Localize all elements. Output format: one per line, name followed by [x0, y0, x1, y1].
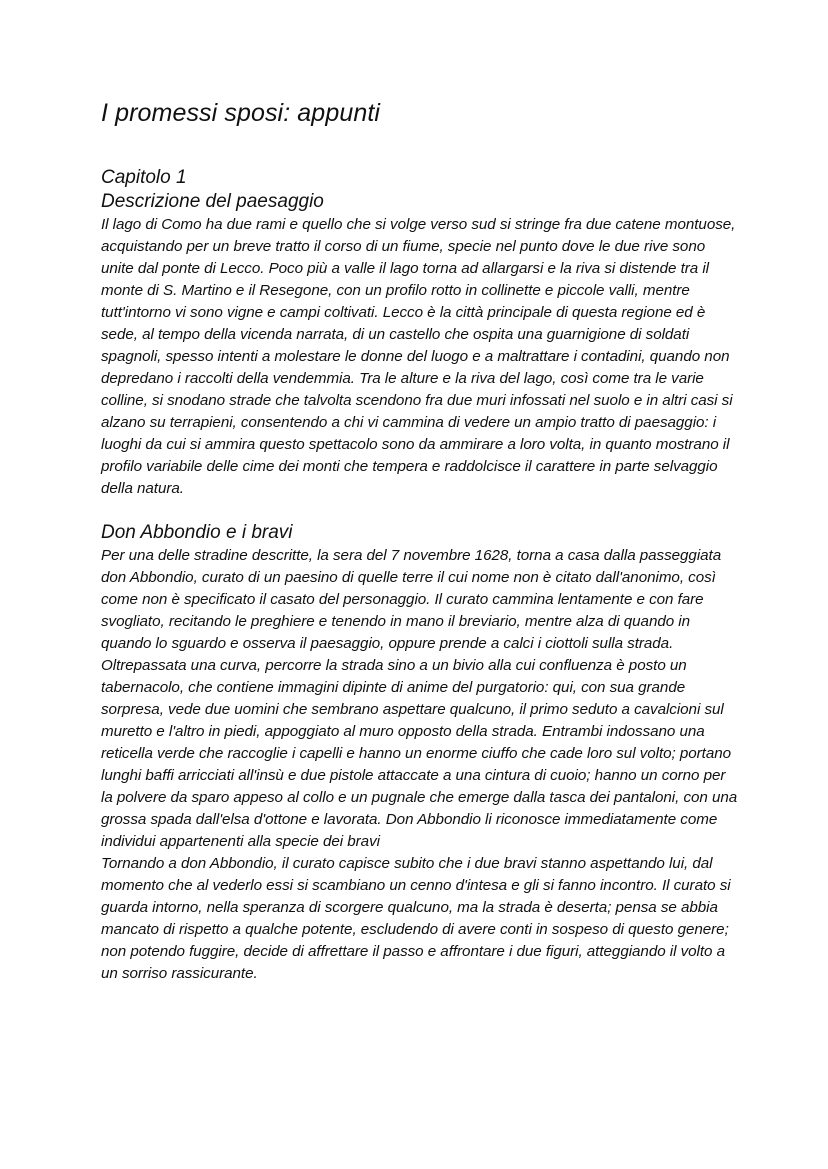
document-title: I promessi sposi: appunti	[101, 99, 381, 127]
chapter-heading: Capitolo 1	[101, 167, 187, 188]
paragraph-don-abbondio-1: Per una delle stradine descritte, la sera del 7 novembre 1628, torna a casa dalla passeggiata don Abbondio, curato di un paesino di quelle terre il cui nome non è citato dall'anonimo, così come non è specificato il casato del personaggio. Il curato cammina lentamente e con fare svogliato, recitando le preghiere e tenendo in mano il breviario, mentre alza di quando in quando lo sguardo e osserva il paesaggio, oppure prende a calci i ciottoli sulla strada. Oltrepassata una curva, percorre la strada sino a un bivio alla cui confluenza è posto un tabernacolo, che contiene immagini dipinte di anime del purgatorio: qui, con sua grande sorpresa, vede due uomini che sembrano aspettare qualcuno, il primo seduto a cavalcioni sul muretto e l'altro in piedi, appoggiato al muro opposto della strada. Entrambi indossano una reticella verde che raccoglie i capelli e hanno un enorme ciuffo che cade loro sul volto; portano lunghi baffi arricciati all'insù e due pistole attaccate a una cintura di cuoio; hanno un corno per la polvere da sparo appeso al collo e un pugnale che emerge dalla tasca dei pantaloni, con una grossa spada dall'elsa d'ottone e lavorata. Don Abbondio li riconosce immediatamente come individui appartenenti alla specie dei bravi	[101, 547, 738, 850]
document-page	[101, 96, 741, 985]
section-heading-don-abbondio: Don Abbondio e i bravi	[101, 522, 293, 543]
paragraph-don-abbondio-2: Tornando a don Abbondio, il curato capisce subito che i due bravi stanno aspettando lui, dal momento che al vederlo essi si scambiano un cenno d'intesa e gli si fanno incontro. Il curato si guarda intorno, nella speranza di scorgere qualcuno, ma la strada è deserta; pensa se abbia mancato di rispetto a qualche potente, escludendo di avere conti in sospeso di questo genere; non potendo fuggire, decide di affrettare il passo e affrontare i due figuri, atteggiando il volto a un sorriso rassicurante.	[101, 855, 731, 982]
paragraph-paesaggio: Il lago di Como ha due rami e quello che si volge verso sud si stringe fra due catene montuose, acquistando per un breve tratto il corso di un fiume, specie nel punto dove le due rive sono unite dal ponte di Lecco. Poco più a valle il lago torna ad allargarsi e la riva si distende tra il monte di S. Martino e il Resegone, con un profilo rotto in collinette e piccole valli, mentre tutt'intorno vi sono vigne e campi coltivati. Lecco è la città principale di questa regione ed è sede, al tempo della vicenda narrata, di un castello che ospita una guarnigione di soldati spagnoli, spesso intenti a molestare le donne del luogo e a maltrattare i contadini, quando non depredano i raccolti della vendemmia. Tra le alture e la riva del lago, così come tra le varie colline, si snodano strade che talvolta scendono fra due muri infossati nel suolo e in altri casi si alzano su terrapieni, consentendo a chi vi cammina di vedere un ampio tratto di paesaggio: i luoghi da cui si ammira questo spettacolo sono da ammirare a loro volta, in quanto mostrano il profilo variabile delle cime dei monti che tempera e raddolcisce il carattere in parte selvaggio della natura.	[101, 216, 736, 497]
section-heading-paesaggio: Descrizione del paesaggio	[101, 191, 324, 212]
